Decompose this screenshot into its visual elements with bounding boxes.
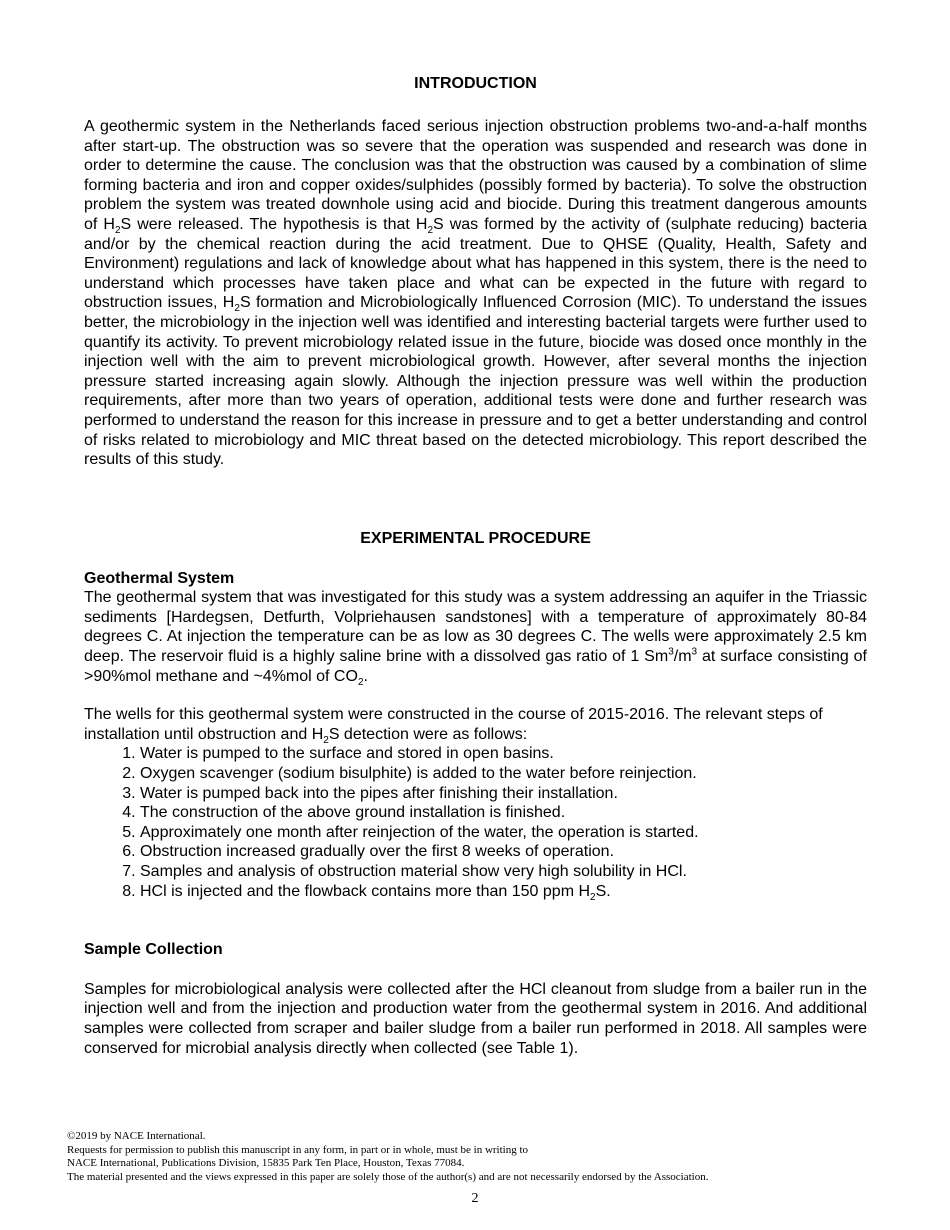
geothermal-system-heading: Geothermal System bbox=[84, 569, 235, 587]
page-body bbox=[84, 74, 867, 1058]
copyright-footer bbox=[67, 1130, 883, 1185]
sample-collection-heading: Sample Collection bbox=[84, 941, 223, 959]
footer-line: ©2019 by NACE International. bbox=[67, 1130, 206, 1142]
list-item: 8. HCl is injected and the flowback contains more than 150 ppm $H_2S$. bbox=[140, 882, 867, 902]
list-item: 4. The construction of the above ground installation is finished. bbox=[140, 803, 867, 823]
footer-line: NACE International, Publications Division, 15835 Park Ten Place, Houston, Texas 77084. bbox=[67, 1157, 465, 1170]
installation-steps-list bbox=[84, 744, 867, 901]
list-item: 7. Samples and analysis of obstruction material show very high solubility in HCl. bbox=[140, 862, 867, 882]
list-item: 6. Obstruction increased gradually over the first 8 weeks of operation. bbox=[140, 842, 867, 862]
footer-line: The material presented and the views expressed in this paper are solely those of the author(s) and are not necessarily endorsed by the Association. bbox=[67, 1171, 709, 1184]
list-item: 1. Water is pumped to the surface and stored in open basins. bbox=[140, 744, 867, 764]
geothermal-system-paragraph: The geothermal system that was investigated for this study was a system addressing an aquifer in the Triassic sediments [Hardegsen, Detfurth, Volpriehausen sandstones] with a temperature of approximately 80-84 degrees C. At injection the temperature can be as low as 30 degrees C. The wells were approximately 2.5 km deep. The reservoir fluid is a highly saline brine with a dissolved gas ratio of 1 $Sm^3/m^3$ at surface consisting of >90%mol methane and ~4%mol of $CO_2$. bbox=[84, 589, 868, 688]
sample-collection-paragraph: Samples for microbiological analysis were collected after the HCl cleanout from sludge from a bailer run in the injection well and from the injection and production water from the geothermal system in 2016. And additional samples were collected from scraper and bailer sludge from a bailer run performed in 2018. All samples were conserved for microbial analysis directly when collected (see Table 1). bbox=[84, 980, 867, 1057]
introduction-paragraph: A geothermic system in the Netherlands faced serious injection obstruction problems two-and-a-half months after start-up. The obstruction was so severe that the operation was suspended and research was done in order to determine the cause. The conclusion was that the obstruction was caused by a combination of slime forming bacteria and iron and copper oxides/sulphides (possibly formed by bacteria). To solve the obstruction problem the system was treated downhole using acid and biocide. During this treatment dangerous amounts of $H_2S$ were released. The hypothesis is that $H_2S$ was formed by the activity of (sulphate reducing) bacteria and/or by the chemical reaction during the acid treatment. Due to QHSE (Quality, Health, Safety and Environment) regulations and lack of knowledge about what has happened in this system, there is the need to understand which processes have taken place and what can be expected in the future with regard to obstruction issues, $H_2S$ formation and Microbiologically Influenced Corrosion (MIC). To understand the issues better, the microbiology in the injection well was identified and interesting bacterial targets were further used to quantify its activity. To prevent microbiology related issue in the future, biocide was dosed once monthly in the injection well with the aim to prevent microbiological growth. However, after several months the injection pressure started increasing again slowly. Although the injection pressure was well within the production requirements, after more than two years of operation, additional tests were done and further research was performed to understand the reason for this increase in pressure and to get a better understanding and control of risks related to microbiology and MIC threat based on the detected microbiology. This report described the results of this study. bbox=[84, 118, 868, 469]
introduction-heading: INTRODUCTION bbox=[414, 75, 537, 92]
list-item: 5. Approximately one month after reinjection of the water, the operation is started. bbox=[140, 823, 867, 843]
list-item: 2. Oxygen scavenger (sodium bisulphite) is added to the water before reinjection. bbox=[140, 764, 867, 784]
experimental-heading: EXPERIMENTAL PROCEDURE bbox=[360, 529, 591, 547]
list-item: 3. Water is pumped back into the pipes after finishing their installation. bbox=[140, 784, 867, 804]
footer-line: Requests for permission to publish this manuscript in any form, in part or in whole, must be in writing to bbox=[67, 1143, 529, 1156]
page-number: 2 bbox=[471, 1191, 479, 1206]
wells-paragraph: The wells for this geothermal system were constructed in the course of 2015-2016. The relevant steps of installation until obstruction and $H_2S$ detection were as follows: bbox=[84, 706, 823, 747]
